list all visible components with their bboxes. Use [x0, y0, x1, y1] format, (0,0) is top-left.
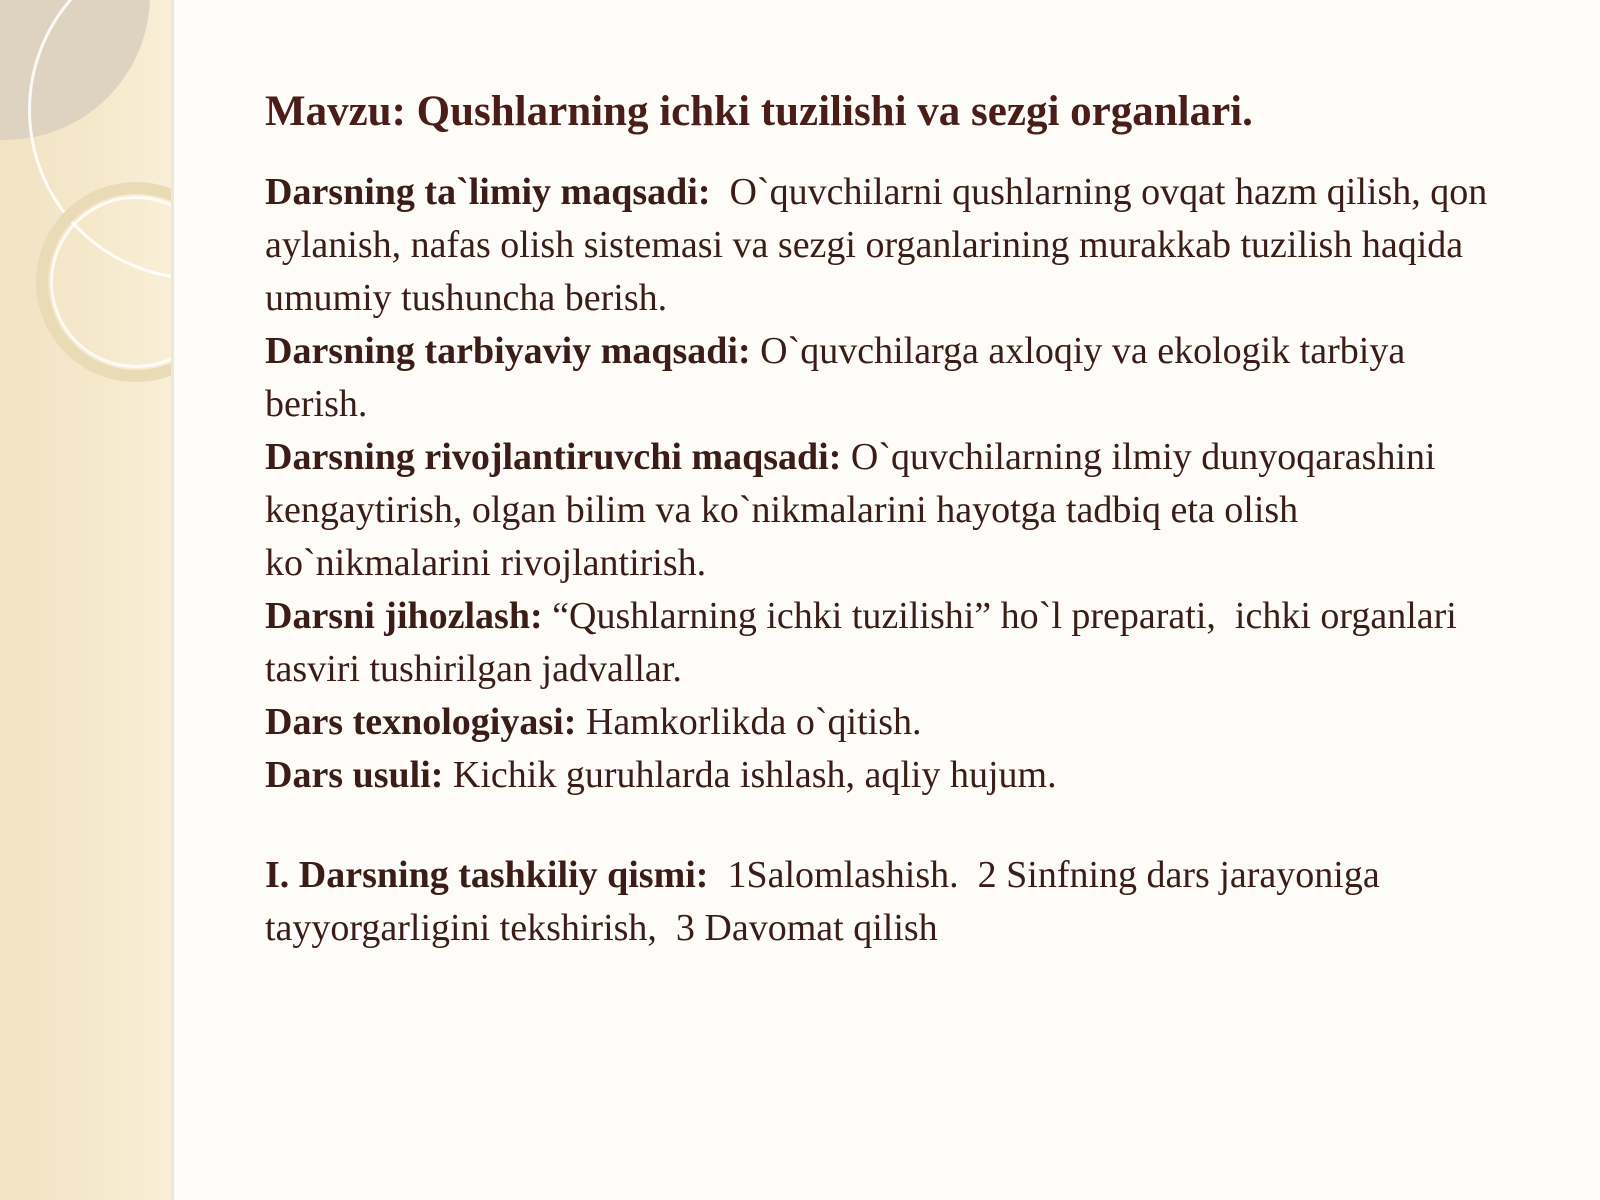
objective-upbringing	[265, 325, 1505, 431]
objective-educational	[265, 166, 1505, 325]
objective-developmental-text: O`quvchilarning ilmiy dunyoqarashini kengaytirish, olgan bilim va ko`nikmalarini hayotga tadbiq eta olish ko`nikmalarini rivojlantirish.	[265, 435, 1446, 584]
objective-developmental	[265, 431, 1505, 590]
organizational-part-text: 1Salomlashish. 2 Sinfning dars jarayoniga tayyorgarligini tekshirish, 3 Davomat qilish	[265, 853, 1390, 949]
slide-title: Mavzu: Qushlarning ichki tuzilishi va sezgi organlari.	[265, 88, 1253, 135]
slide-content	[265, 86, 1505, 955]
decorative-side-panel	[0, 0, 174, 1200]
spacer	[265, 802, 1505, 849]
lesson-equipment	[265, 590, 1505, 696]
lesson-technology-text: Hamkorlikda o`qitish.	[576, 700, 922, 743]
objective-educational-label: Darsning ta`limiy maqsadi:	[265, 170, 711, 213]
objective-upbringing-text: O`quvchilarga axloqiy va ekologik tarbiya berish.	[265, 329, 1415, 425]
organizational-part-label: I. Darsning tashkiliy qismi:	[265, 853, 709, 896]
organizational-part	[265, 849, 1505, 955]
objective-upbringing-label: Darsning tarbiyaviy maqsadi:	[265, 329, 751, 372]
lesson-equipment-label: Darsni jihozlash:	[265, 594, 543, 637]
lesson-technology	[265, 696, 1505, 749]
lesson-method-text: Kichik guruhlarda ishlash, aqliy hujum.	[443, 753, 1057, 796]
lesson-method-label: Dars usuli:	[265, 753, 444, 796]
lesson-technology-label: Dars texnologiyasi:	[265, 700, 577, 743]
objective-developmental-label: Darsning rivojlantiruvchi maqsadi:	[265, 435, 842, 478]
objective-educational-text: O`quvchilarni qushlarning ovqat hazm qilish, qon aylanish, nafas olish sistemasi va sezgi organlarining murakkab tuzilish haqida umumiy tushuncha berish.	[265, 170, 1497, 319]
lesson-equipment-text: “Qushlarning ichki tuzilishi” ho`l preparati, ichki organlari tasviri tushirilgan jadvallar.	[265, 594, 1467, 690]
lesson-method	[265, 749, 1505, 802]
